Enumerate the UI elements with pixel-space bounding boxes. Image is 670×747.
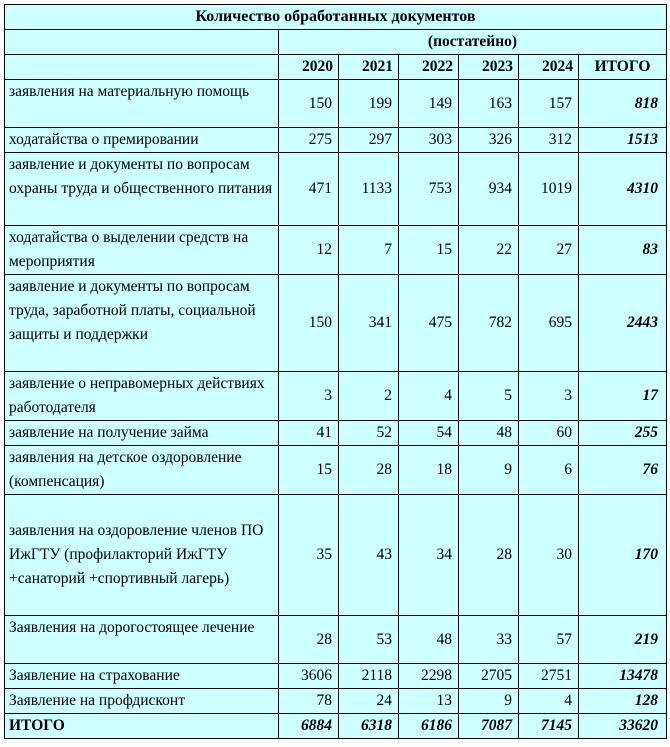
row-label: заявление на получение займа (5, 421, 279, 446)
grand-total-label: ИТОГО (5, 714, 279, 739)
table-subtitle: (постатейно) (279, 30, 667, 55)
cell-2020: 12 (279, 226, 339, 275)
row-total: 4310 (579, 153, 667, 226)
cell-2021: 28 (339, 446, 399, 495)
column-header: 2022 (399, 55, 459, 80)
cell-2022: 18 (399, 446, 459, 495)
header-blank-cell (5, 30, 279, 55)
row-total: 13478 (579, 664, 667, 689)
cell-2020: 275 (279, 128, 339, 153)
cell-2022: 48 (399, 616, 459, 664)
cell-2024: 2751 (519, 664, 579, 689)
row-label: заявление и документы по вопросам охраны труда и общественного питания (5, 153, 279, 226)
cell-2022: 2298 (399, 664, 459, 689)
cell-2024: 312 (519, 128, 579, 153)
grand-total-row (5, 714, 667, 739)
row-total: 255 (579, 421, 667, 446)
column-header: 2021 (339, 55, 399, 80)
grand-total-2022: 6186 (399, 714, 459, 739)
row-total: 170 (579, 495, 667, 616)
grand-total-2024: 7145 (519, 714, 579, 739)
cell-2024: 57 (519, 616, 579, 664)
cell-2022: 15 (399, 226, 459, 275)
table-row (5, 128, 667, 153)
row-total: 128 (579, 689, 667, 714)
cell-2021: 53 (339, 616, 399, 664)
cell-2024: 60 (519, 421, 579, 446)
cell-2022: 13 (399, 689, 459, 714)
cell-2023: 22 (459, 226, 519, 275)
row-label: Заявления на дорогостоящее лечение (5, 616, 279, 664)
cell-2022: 753 (399, 153, 459, 226)
cell-2023: 782 (459, 275, 519, 372)
row-label: ходатайства о выделении средств на мероприятия (5, 226, 279, 275)
table-row (5, 446, 667, 495)
table-row (5, 153, 667, 226)
table-row (5, 664, 667, 689)
cell-2024: 3 (519, 372, 579, 421)
cell-2021: 199 (339, 80, 399, 128)
cell-2023: 9 (459, 689, 519, 714)
row-label: заявление и документы по вопросам труда, заработной платы, социальной защиты и поддержки (5, 275, 279, 372)
year-header-row (5, 55, 667, 80)
cell-2021: 1133 (339, 153, 399, 226)
grand-total-sum: 33620 (579, 714, 667, 739)
row-label: заявления на материальную помощь (5, 80, 279, 128)
row-total: 219 (579, 616, 667, 664)
table-row (5, 372, 667, 421)
cell-2021: 7 (339, 226, 399, 275)
column-header-total: ИТОГО (579, 55, 667, 80)
table-row (5, 80, 667, 128)
cell-2021: 2 (339, 372, 399, 421)
cell-2023: 9 (459, 446, 519, 495)
row-label: заявления на оздоровление членов ПО ИжГТУ (профилакторий ИжГТУ +санаторий +спортивный лагерь) (5, 495, 279, 616)
table-row (5, 689, 667, 714)
table-title: Количество обработанных документов (5, 5, 667, 30)
cell-2020: 471 (279, 153, 339, 226)
cell-2021: 2118 (339, 664, 399, 689)
cell-2021: 341 (339, 275, 399, 372)
cell-2020: 150 (279, 275, 339, 372)
cell-2024: 4 (519, 689, 579, 714)
cell-2023: 33 (459, 616, 519, 664)
row-label: заявления на детское оздоровление (компенсация) (5, 446, 279, 495)
table-row (5, 421, 667, 446)
cell-2023: 163 (459, 80, 519, 128)
documents-table (4, 4, 667, 739)
row-label: Заявление на профдисконт (5, 689, 279, 714)
cell-2023: 48 (459, 421, 519, 446)
row-label: заявление о неправомерных действиях работодателя (5, 372, 279, 421)
cell-2024: 30 (519, 495, 579, 616)
table-body (5, 80, 667, 739)
grand-total-2020: 6884 (279, 714, 339, 739)
cell-2022: 34 (399, 495, 459, 616)
table-row (5, 495, 667, 616)
cell-2022: 54 (399, 421, 459, 446)
cell-2020: 3606 (279, 664, 339, 689)
cell-2024: 157 (519, 80, 579, 128)
cell-2022: 4 (399, 372, 459, 421)
grand-total-2023: 7087 (459, 714, 519, 739)
cell-2023: 934 (459, 153, 519, 226)
cell-2021: 43 (339, 495, 399, 616)
cell-2022: 475 (399, 275, 459, 372)
row-total: 83 (579, 226, 667, 275)
cell-2023: 5 (459, 372, 519, 421)
cell-2020: 15 (279, 446, 339, 495)
cell-2022: 149 (399, 80, 459, 128)
row-total: 76 (579, 446, 667, 495)
cell-2021: 297 (339, 128, 399, 153)
row-label: ходатайства о премировании (5, 128, 279, 153)
header-blank-cell (5, 55, 279, 80)
cell-2023: 2705 (459, 664, 519, 689)
cell-2023: 28 (459, 495, 519, 616)
cell-2024: 695 (519, 275, 579, 372)
column-header: 2023 (459, 55, 519, 80)
table-row (5, 226, 667, 275)
cell-2020: 3 (279, 372, 339, 421)
cell-2024: 1019 (519, 153, 579, 226)
row-label: Заявление на страхование (5, 664, 279, 689)
cell-2020: 150 (279, 80, 339, 128)
row-total: 17 (579, 372, 667, 421)
cell-2020: 41 (279, 421, 339, 446)
cell-2023: 326 (459, 128, 519, 153)
column-header: 2024 (519, 55, 579, 80)
cell-2020: 35 (279, 495, 339, 616)
grand-total-2021: 6318 (339, 714, 399, 739)
column-header: 2020 (279, 55, 339, 80)
table-row (5, 616, 667, 664)
row-total: 818 (579, 80, 667, 128)
cell-2020: 78 (279, 689, 339, 714)
cell-2021: 24 (339, 689, 399, 714)
table-row (5, 275, 667, 372)
cell-2024: 6 (519, 446, 579, 495)
row-total: 1513 (579, 128, 667, 153)
cell-2021: 52 (339, 421, 399, 446)
cell-2022: 303 (399, 128, 459, 153)
cell-2020: 28 (279, 616, 339, 664)
row-total: 2443 (579, 275, 667, 372)
cell-2024: 27 (519, 226, 579, 275)
